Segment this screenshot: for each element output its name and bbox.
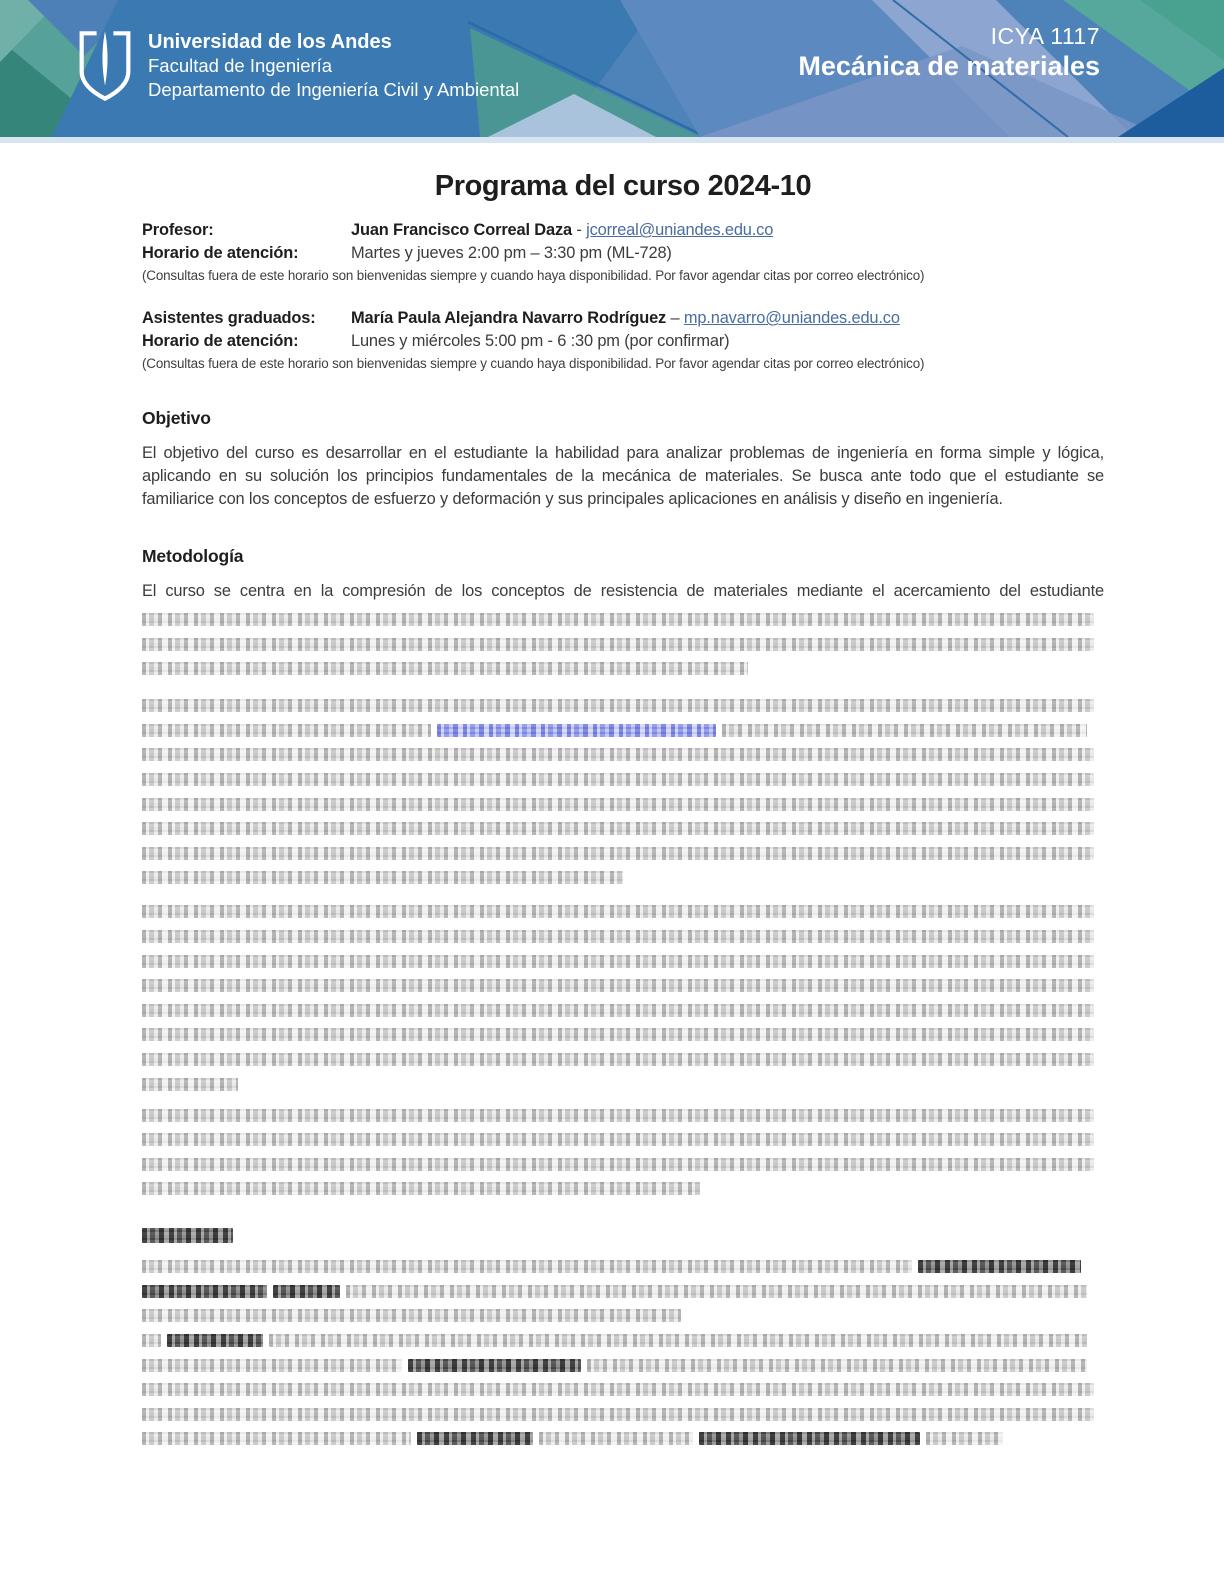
assistants-hours-label: Horario de atención:: [142, 332, 299, 350]
assistants-row: [142, 307, 1104, 330]
redacted-bold-text: [918, 1260, 1082, 1273]
redacted-line: [142, 847, 1104, 860]
professor-hours-row: [142, 242, 1104, 265]
redacted-text: [142, 699, 1094, 712]
redacted-text: [142, 638, 1094, 651]
redacted-line: [142, 1260, 1104, 1273]
metodologia-intro-line: El curso se centra en la compresión de los conceptos de resistencia de materiales mediante el acercamiento del estudiante: [142, 582, 1104, 600]
redacted-text: [142, 724, 431, 737]
redacted-line: [142, 773, 1104, 786]
professor-row: [142, 219, 1104, 242]
redacted-line: [142, 699, 1104, 712]
redacted-paragraph: [142, 699, 1104, 884]
redacted-text: [142, 1383, 1094, 1396]
professor-hours-note: (Consultas fuera de este horario son bienvenidas siempre y cuando haya disponibilidad. Por favor agendar citas por correo electrónico): [142, 268, 925, 283]
redacted-line: [142, 955, 1104, 968]
redacted-text: [142, 798, 1094, 811]
page-title: Programa del curso 2024-10: [434, 170, 812, 202]
course-title: Mecánica de materiales: [798, 51, 1100, 81]
redacted-paragraph: [142, 905, 1104, 1090]
professor-hours-value: Martes y jueves 2:00 pm – 3:30 pm (ML-728): [351, 244, 672, 262]
redacted-text: [539, 1432, 693, 1445]
redacted-line: [142, 1228, 1104, 1243]
redacted-text: [142, 1078, 238, 1091]
assistants-hours-value: Lunes y miércoles 5:00 pm - 6 :30 pm (por confirmar): [351, 332, 730, 350]
redacted-bold-text: [417, 1432, 532, 1445]
professor-email-link[interactable]: jcorreal@uniandes.edu.co: [586, 221, 774, 239]
objetivo-heading: Objetivo: [142, 408, 211, 428]
redacted-line: [142, 1158, 1104, 1171]
redacted-text: [346, 1285, 1087, 1298]
redacted-line: [142, 724, 1104, 737]
redacted-text: [142, 613, 1094, 626]
redacted-line: [142, 1182, 1104, 1195]
section-objetivo: [142, 407, 1104, 511]
redacted-bold-text: [408, 1359, 581, 1372]
redacted-link[interactable]: [437, 724, 716, 737]
professor-info: [142, 219, 1104, 285]
assistants-hours-row: [142, 330, 1104, 353]
assistants-hours-note: (Consultas fuera de este horario son bienvenidas siempre y cuando haya disponibilidad. Por favor agendar citas por correo electrónico): [142, 356, 925, 371]
redacted-text: [142, 1408, 1094, 1421]
assistants-label: Asistentes graduados:: [142, 309, 316, 327]
objetivo-paragraph: El objetivo del curso es desarrollar en el estudiante la habilidad para analizar problemas de ingeniería en forma simple y lógica, aplicando en su solución los principios fundamentales de la mecánica de materiales. Se busca ante todo que el estudiante se familiarice con los conceptos de esfuerzo y deformación y sus principales aplicaciones en análisis y diseño en ingeniería.: [142, 444, 1104, 508]
redacted-text: [142, 1309, 681, 1322]
redacted-line: [142, 1078, 1104, 1091]
redacted-line: [142, 613, 1104, 626]
redacted-line: [142, 1053, 1104, 1066]
redacted-paragraph: [142, 1260, 1104, 1445]
redacted-text: [142, 955, 1094, 968]
redacted-line: [142, 1359, 1104, 1372]
redacted-line: [142, 930, 1104, 943]
redacted-text: [142, 1053, 1094, 1066]
redacted-line: [142, 822, 1104, 835]
redacted-line: [142, 1383, 1104, 1396]
redacted-line: [142, 1109, 1104, 1122]
redacted-text: [142, 905, 1094, 918]
redacted-line: [142, 1133, 1104, 1146]
section-programa: [142, 1228, 1104, 1445]
banner: [0, 0, 1224, 143]
redacted-line: [142, 1028, 1104, 1041]
redacted-line: [142, 1334, 1104, 1347]
redacted-line: [142, 871, 1104, 884]
banner-institution-block: [148, 30, 519, 102]
redacted-bold-text: [142, 1285, 267, 1298]
redacted-text: [142, 847, 1094, 860]
redacted-text: [142, 1260, 912, 1273]
university-name: Universidad de los Andes: [148, 31, 392, 53]
redacted-line: [142, 1408, 1104, 1421]
redacted-text: [142, 1432, 411, 1445]
redacted-line: [142, 798, 1104, 811]
redacted-text: [142, 748, 1094, 761]
redacted-text: [142, 822, 1094, 835]
redacted-text: [142, 1109, 1094, 1122]
redacted-line: [142, 905, 1104, 918]
redacted-text: [269, 1334, 1087, 1347]
redacted-bold-text: [273, 1285, 340, 1298]
redacted-line: [142, 662, 1104, 675]
professor-value: [351, 219, 1104, 242]
redacted-text: [142, 979, 1094, 992]
redacted-line: [142, 1004, 1104, 1017]
redacted-line: [142, 1285, 1104, 1298]
redacted-text: [142, 1158, 1094, 1171]
redacted-text: [142, 1359, 402, 1372]
course-code: ICYA 1117: [990, 23, 1100, 49]
redacted-text: [142, 773, 1094, 786]
redacted-text: [142, 1133, 1094, 1146]
assistant-name: María Paula Alejandra Navarro Rodríguez: [351, 309, 667, 327]
redacted-bold-text: [142, 1228, 233, 1243]
section-metodologia: [142, 545, 1104, 1195]
professor-label: Profesor:: [142, 221, 214, 239]
redacted-text: [142, 930, 1094, 943]
redacted-text: [142, 871, 623, 884]
banner-course-block: [798, 22, 1100, 82]
redacted-bold-text: [167, 1334, 263, 1347]
redacted-text: [142, 1004, 1094, 1017]
redacted-line: [142, 1309, 1104, 1322]
redacted-text: [587, 1359, 1087, 1372]
redacted-text: [142, 1028, 1094, 1041]
redacted-text: [142, 1334, 161, 1347]
redacted-bold-text: [699, 1432, 920, 1445]
redacted-text: [722, 724, 1088, 737]
professor-name: Juan Francisco Correal Daza: [351, 221, 572, 239]
department-name: Departamento de Ingeniería Civil y Ambiental: [148, 79, 520, 100]
document-body: [142, 169, 1104, 1445]
redacted-line: [142, 979, 1104, 992]
university-logo: [77, 28, 133, 104]
redacted-text: [142, 1182, 700, 1195]
metodologia-heading: Metodología: [142, 546, 244, 566]
redacted-text: [142, 662, 748, 675]
assistant-separator: –: [666, 309, 684, 327]
assistants-value: [351, 307, 1104, 330]
redacted-line: [142, 1432, 1104, 1445]
professor-hours-label: Horario de atención:: [142, 244, 299, 262]
faculty-name: Facultad de Ingeniería: [148, 55, 333, 76]
assistants-info: [142, 307, 1104, 373]
assistant-email-link[interactable]: mp.navarro@uniandes.edu.co: [683, 309, 900, 327]
redacted-text: [926, 1432, 1003, 1445]
redacted-paragraph: [142, 1109, 1104, 1196]
redacted-paragraph: [142, 613, 1104, 675]
redacted-line: [142, 748, 1104, 761]
professor-separator: -: [571, 221, 587, 239]
redacted-section-heading: [142, 1228, 1104, 1243]
redacted-line: [142, 638, 1104, 651]
